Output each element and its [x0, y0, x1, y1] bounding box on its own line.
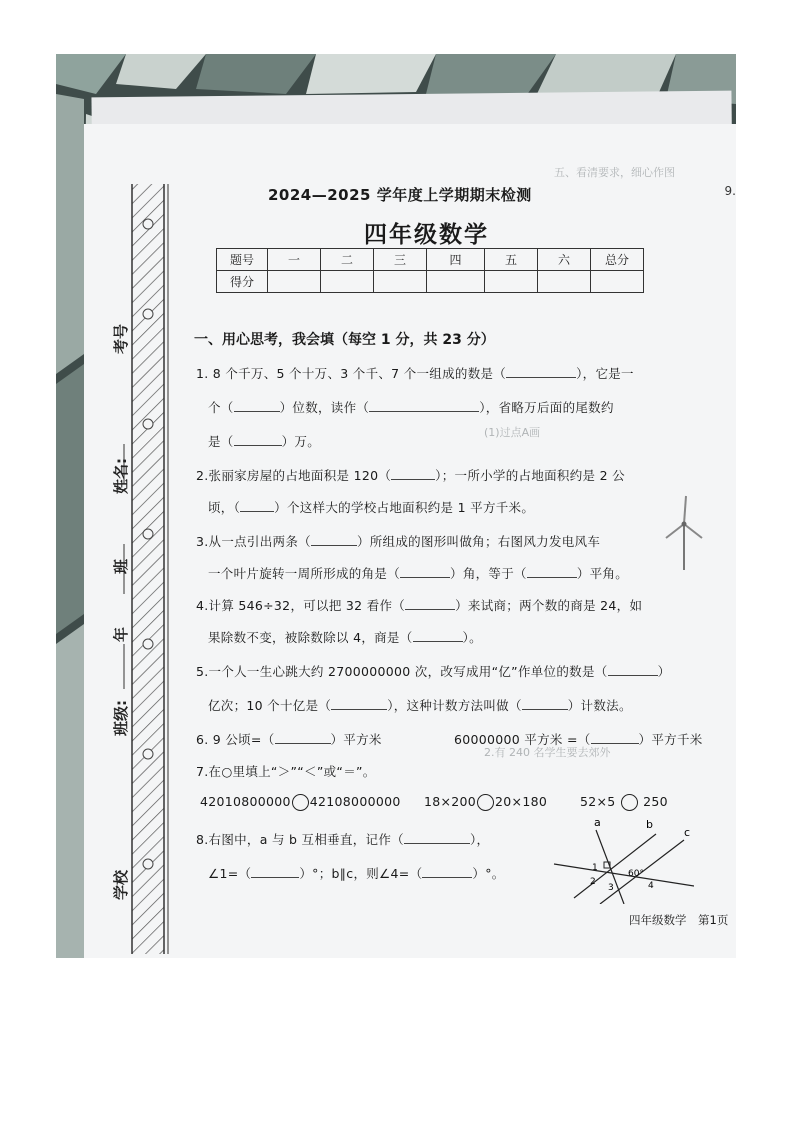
exam-sheet — [84, 124, 736, 958]
next-page-edge-text: 9. — [724, 184, 736, 198]
q1-text: 1. 8 个千万、5 个十万、3 个千、7 个一组成的数是（ — [196, 366, 507, 381]
question-8-line-1 — [196, 830, 489, 848]
q4-blank[interactable] — [405, 609, 455, 610]
q8-label-c: c — [684, 826, 691, 839]
q1-blank[interactable] — [506, 377, 576, 378]
q7-right-value: 42108000000 — [309, 794, 401, 809]
q2-text: ）；一所小学的占地面积约是 2 公 — [435, 468, 625, 483]
margin-class-label: 班 — [112, 558, 130, 574]
q4-text: 4.计算 546÷32，可以把 32 看作（ — [196, 598, 406, 613]
score-header-cell: 六 — [538, 249, 591, 271]
q1-text: 个（ — [208, 400, 234, 415]
question-4-line-2 — [208, 628, 482, 646]
q2-text: 2.张丽家房屋的占地面积是 120（ — [196, 468, 392, 483]
q3-blank[interactable] — [400, 577, 450, 578]
score-input-cell[interactable] — [321, 271, 374, 293]
q5-text: 5.一个人一生心跳大约 2700000000 次，改写成用“亿”作单位的数是（ — [196, 664, 608, 679]
exam-subject-title: 四年级数学 — [364, 222, 489, 248]
score-header-cell: 一 — [268, 249, 321, 271]
q5-text: ），这种计数方法叫做（ — [387, 698, 522, 713]
section-1-title: 一、用心思考，我会填（每空 1 分，共 23 分） — [194, 332, 495, 348]
q7-compare-circle[interactable] — [621, 794, 638, 811]
q3-text: ）平角。 — [576, 566, 629, 581]
score-input-cell[interactable] — [374, 271, 427, 293]
score-header-cell: 四 — [427, 249, 485, 271]
q8-text: ∠1=（ — [208, 866, 252, 881]
q2-blank[interactable] — [391, 479, 435, 480]
wind-turbine-icon — [664, 494, 704, 570]
q1-text: ）位数，读作（ — [279, 400, 370, 415]
q8-angle-2: 2 — [590, 877, 596, 887]
q8-label-b: b — [646, 818, 653, 831]
q7-right-value: 20×180 — [495, 794, 548, 809]
question-6-line-1b — [454, 730, 703, 748]
q3-blank[interactable] — [527, 577, 577, 578]
score-header-cell: 二 — [321, 249, 374, 271]
q1-text: ），省略万后面的尾数约 — [479, 400, 614, 415]
score-input-cell[interactable] — [485, 271, 538, 293]
question-3-line-2 — [208, 564, 628, 582]
q4-text: 果除数不变，被除数除以 4，商是（ — [208, 630, 413, 645]
question-5-line-1 — [196, 662, 670, 680]
q1-text: ）万。 — [281, 434, 321, 449]
question-2-line-2 — [208, 498, 534, 516]
score-table-header-row — [217, 249, 644, 271]
bleed-through-text: 五、看清要求，细心作图 — [554, 166, 675, 179]
q7-left-value: 18×200 — [424, 794, 477, 809]
question-2-line-1 — [196, 466, 625, 484]
score-header-cell: 题号 — [217, 249, 268, 271]
question-7-prompt: 7.在○里填上“＞”“＜”或“＝”。 — [196, 764, 376, 779]
q8-text: ）°；b∥c，则∠4=（ — [299, 866, 423, 881]
q8-angle-diagram — [534, 812, 694, 904]
binding-margin-stripes — [84, 124, 214, 958]
q2-text: 顷，（ — [208, 500, 241, 515]
q5-text: ） — [657, 664, 671, 679]
q5-blank[interactable] — [522, 709, 568, 710]
q6-blank[interactable] — [275, 743, 331, 744]
score-table — [216, 248, 644, 293]
question-8-line-2 — [208, 864, 505, 882]
score-input-cell[interactable] — [268, 271, 321, 293]
question-5-line-2 — [208, 696, 632, 714]
score-header-cell: 总分 — [591, 249, 644, 271]
bleed-through-text: 2.有 240 名学生要去郊外 — [484, 746, 611, 759]
q5-blank[interactable] — [331, 709, 387, 710]
score-input-cell[interactable] — [427, 271, 485, 293]
page-footer: 四年级数学 第1页 — [629, 913, 729, 927]
q6-blank[interactable] — [591, 743, 639, 744]
bleed-through-text: (1)过点A画 — [484, 426, 541, 439]
q8-angle-4: 4 — [648, 881, 654, 891]
q4-blank[interactable] — [413, 641, 463, 642]
q8-text: ）， — [469, 832, 490, 847]
q8-blank[interactable] — [422, 877, 472, 878]
q1-text: ），它是一 — [576, 366, 634, 381]
q8-label-a: a — [594, 816, 601, 829]
q1-blank[interactable] — [369, 411, 479, 412]
q6-text: 60000000 平方米 =（ — [454, 732, 591, 747]
q3-text: 3.从一点引出两条（ — [196, 534, 311, 549]
margin-name-label: 姓名: — [112, 458, 130, 494]
question-6-line-1 — [196, 730, 382, 748]
q7-compare-3 — [580, 794, 668, 811]
q5-blank[interactable] — [608, 675, 658, 676]
q3-text: ）角，等于（ — [450, 566, 527, 581]
q3-text: 一个叶片旋转一周所形成的角是（ — [208, 566, 401, 581]
q7-left-value: 42010800000 — [200, 794, 291, 809]
q2-text: ）个这样大的学校占地面积约是 1 平方千米。 — [274, 500, 535, 515]
q8-angle-given: 60° — [628, 869, 644, 879]
q8-text: 8.右图中，a 与 b 互相垂直，记作（ — [196, 832, 404, 847]
q2-blank[interactable] — [240, 511, 274, 512]
q6-text: 6. 9 公顷=（ — [196, 732, 275, 747]
q7-compare-circle[interactable] — [477, 794, 494, 811]
exam-header: 2024—2025 学年度上学期期末检测 — [268, 186, 532, 204]
q7-compare-2 — [424, 794, 547, 811]
q7-compare-1 — [200, 794, 401, 811]
q5-text: 亿次；10 个十亿是（ — [208, 698, 332, 713]
q1-text: 是（ — [208, 434, 234, 449]
q8-angle-3: 3 — [608, 883, 614, 893]
q4-text: ）。 — [462, 630, 482, 645]
q7-compare-circle[interactable] — [292, 794, 309, 811]
margin-exam-no-label: 考号 — [112, 323, 130, 354]
q1-blank[interactable] — [234, 411, 280, 412]
q6-text: ）平方米 — [330, 732, 382, 747]
q8-text: ）°。 — [472, 866, 505, 881]
margin-grade-label: 年 — [112, 626, 130, 642]
question-4-line-1 — [196, 596, 642, 614]
q6-text: ）平方千米 — [638, 732, 703, 747]
score-table-score-row — [217, 271, 644, 293]
q8-angle-1: 1 — [592, 863, 598, 873]
score-header-cell: 三 — [374, 249, 427, 271]
question-1-line-3 — [208, 432, 320, 450]
score-row-label: 得分 — [217, 271, 268, 293]
margin-school-label: 学校 — [112, 869, 130, 900]
margin-class-level-label: 班级: — [112, 700, 130, 736]
q8-blank[interactable] — [404, 843, 470, 844]
q3-text: ）所组成的图形叫做角；右图风力发电风车 — [356, 534, 601, 549]
question-3-line-1 — [196, 532, 600, 550]
score-input-cell[interactable] — [538, 271, 591, 293]
q4-text: ）来试商；两个数的商是 24，如 — [455, 598, 643, 613]
question-1-line-1 — [196, 364, 634, 382]
score-header-cell: 五 — [485, 249, 538, 271]
q7-left-value: 52×5 — [580, 794, 616, 809]
q8-blank[interactable] — [251, 877, 299, 878]
score-input-cell[interactable] — [591, 271, 644, 293]
question-1-line-2 — [208, 398, 614, 416]
q7-right-value: 250 — [643, 794, 668, 809]
q3-blank[interactable] — [311, 545, 357, 546]
q5-text: ）计数法。 — [567, 698, 632, 713]
q1-blank[interactable] — [234, 445, 282, 446]
photo-background — [56, 54, 736, 958]
